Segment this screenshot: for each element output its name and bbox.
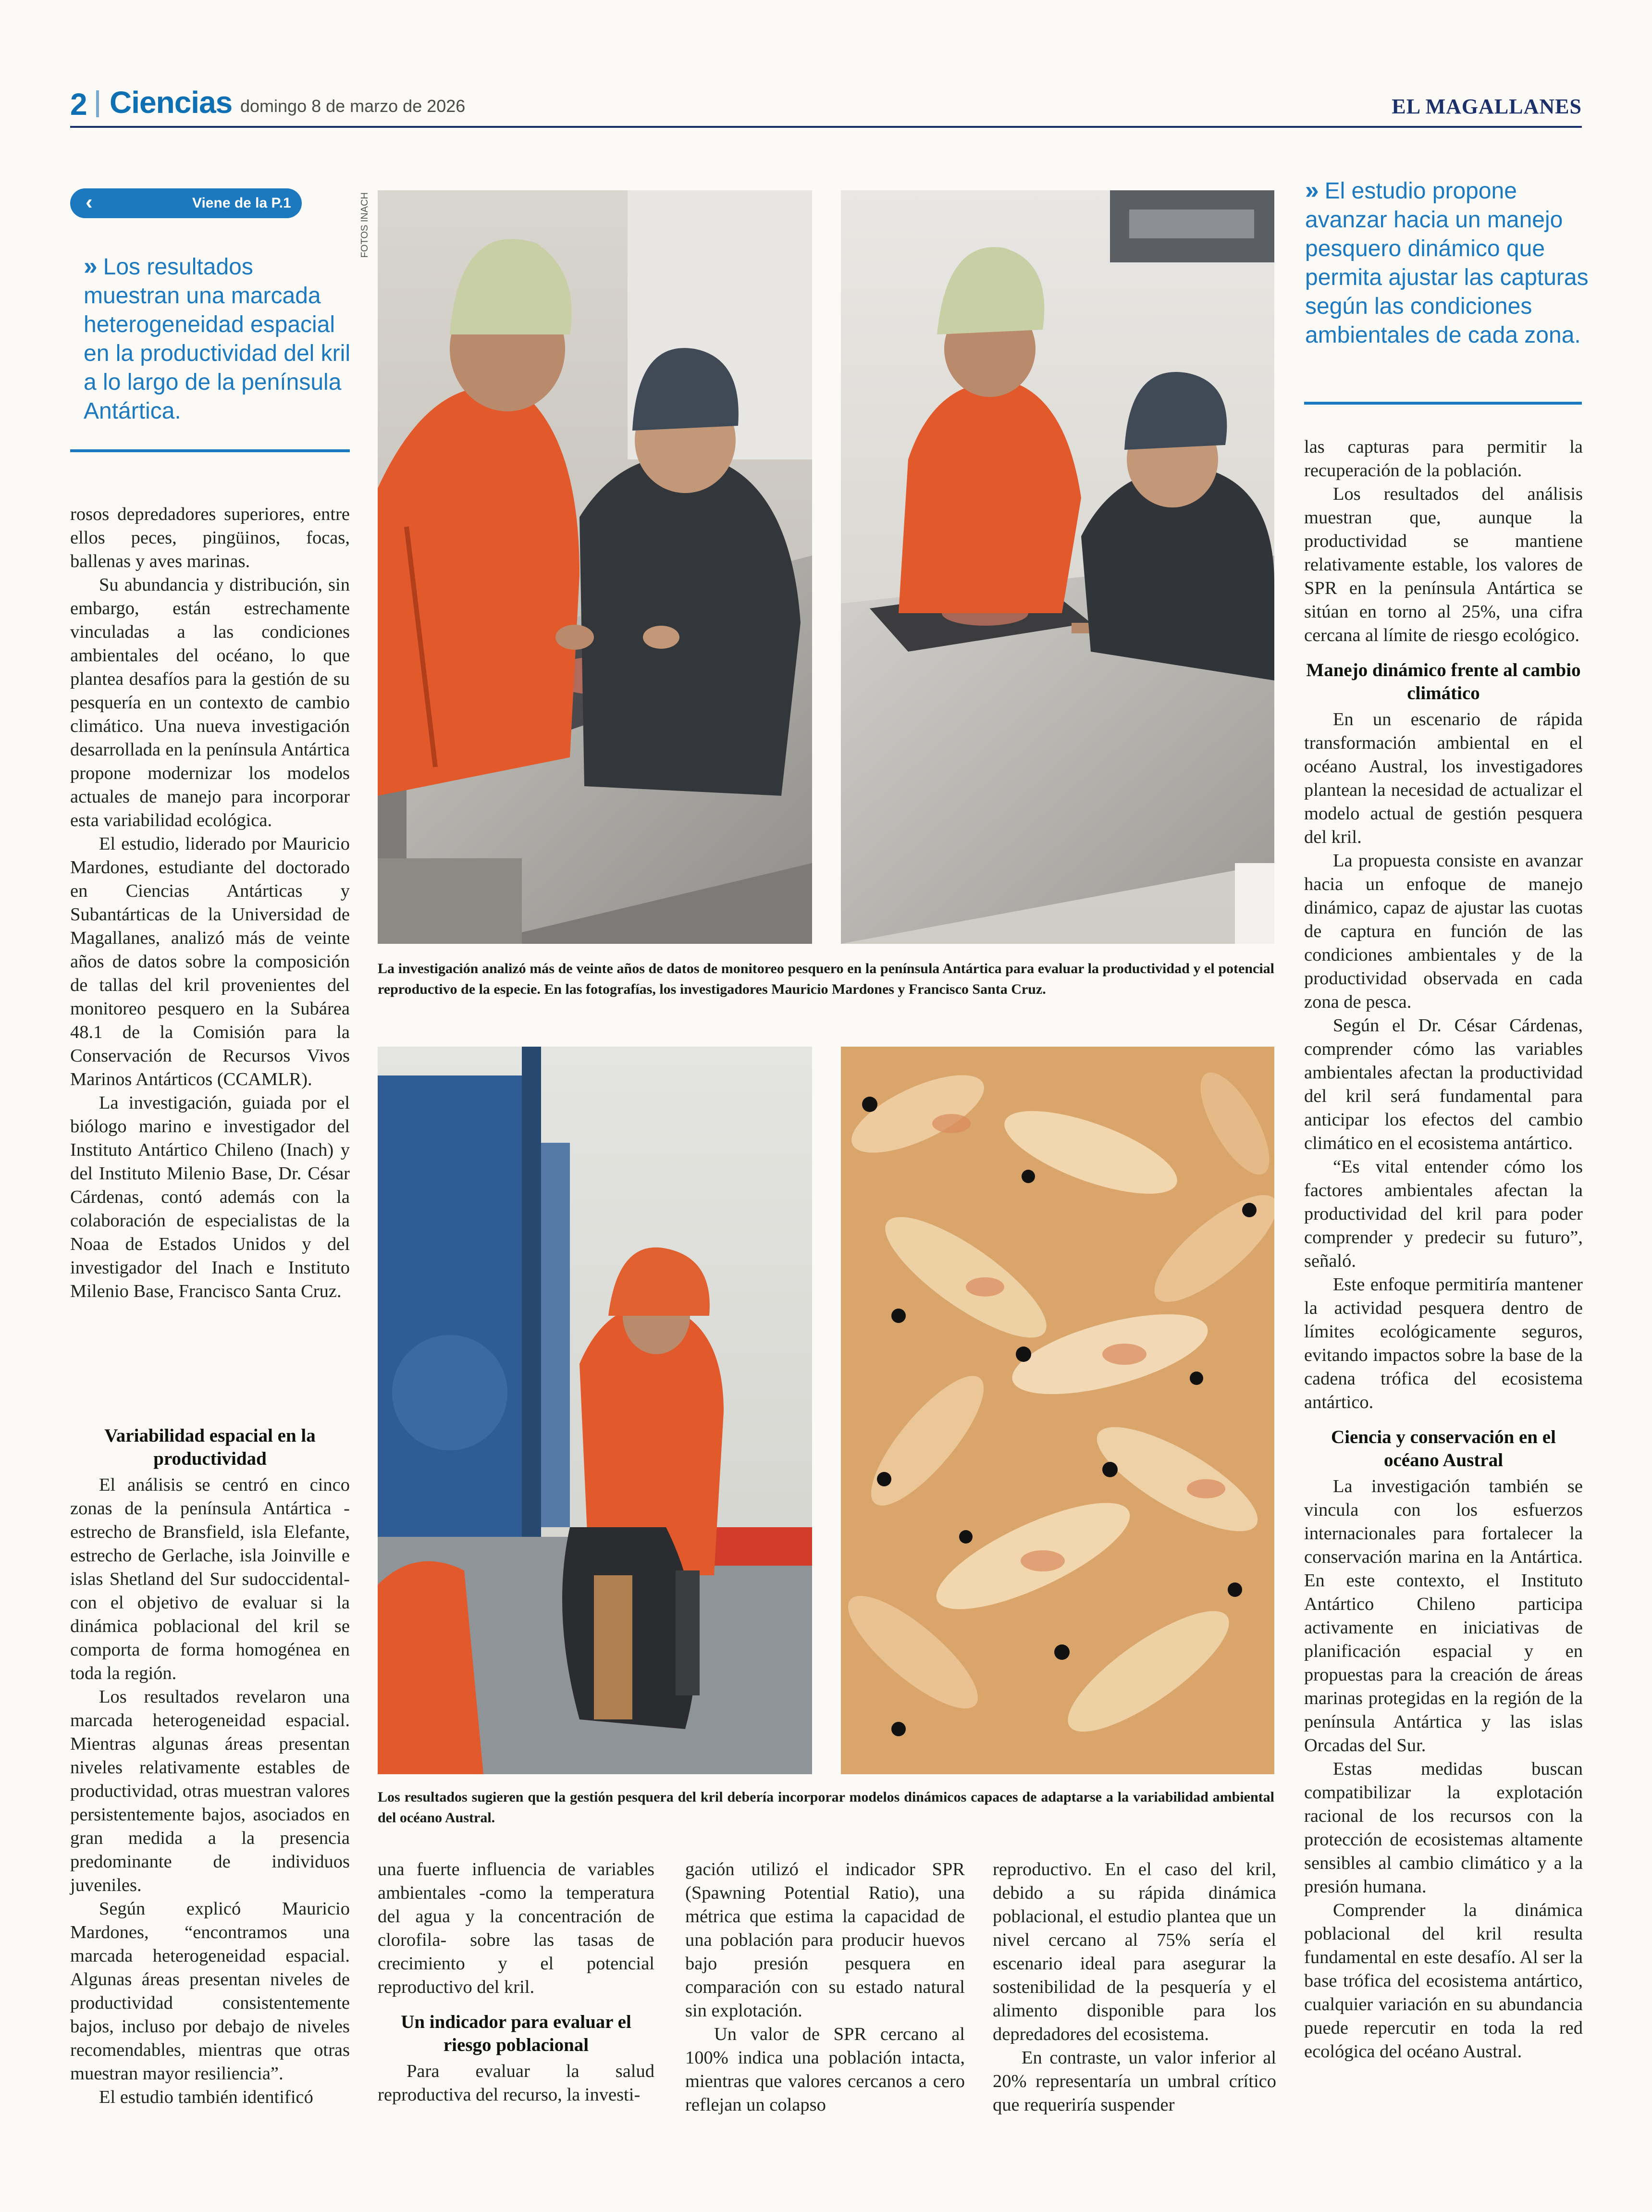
paragraph: rosos depredadores superiores, entre ellos peces, pingüinos, focas, ballenas y aves marinas. <box>70 504 350 571</box>
paragraph: El estudio también identificó <box>99 2087 313 2107</box>
paragraph: gación utilizó el indicador SPR (Spawning Potential Ratio), una métrica que estima la capacidad de una población para producir huevos bajo presión pesquera en comparación con su estado natural sin explotación. <box>685 1859 965 2021</box>
continued-from-label: Viene de la P.1 <box>192 195 291 211</box>
paragraph: “Es vital entender cómo los factores ambientales afectan la productividad del kril para poder comprender y predecir su futuro”, señaló. <box>1304 1157 1583 1271</box>
article-column-4 <box>993 1858 1276 2117</box>
chevron-left-icon: ‹ <box>86 190 93 214</box>
publication-name: EL MAGALLANES <box>1392 95 1582 118</box>
photo-researchers-at-table <box>841 190 1274 944</box>
paragraph: Este enfoque permitiría mantener la actividad pesquera dentro de límites ecológicamente seguros, evitando impactos sobre la base de la cadena trófica del ecosistema antártico. <box>1304 1274 1583 1412</box>
paragraph: Un valor de SPR cercano al 100% indica una población intacta, mientras que valores cercanos a cero reflejan un colapso <box>685 2024 965 2115</box>
paragraph: Su abundancia y distribución, sin embargo, están estrechamente vinculadas a las condiciones ambientales del océano, lo que plantea desafíos para la gestión de su pesquería en un contexto de cambio climático. Una nueva investigación desarrollada en la península Antártica propone modernizar los modelos actuales de manejo para incorporar esta variabilidad ecológica. <box>70 575 350 830</box>
subheading: Ciencia y conservación en el océano Austral <box>1331 1427 1556 1471</box>
paragraph: Según el Dr. César Cárdenas, comprender cómo las variables ambientales afectan la productividad del kril será fundamental para anticipar los efectos del cambio climático en el ecosistema antártico. <box>1304 1015 1583 1153</box>
section-title: Ciencias <box>110 85 233 120</box>
paragraph: En contraste, un valor inferior al 20% representaría un umbral crítico que requeriría suspender <box>993 2048 1276 2115</box>
photo-credit: FOTOS INACH <box>359 192 370 258</box>
paragraph: Para evaluar la salud reproductiva del recurso, la investi- <box>378 2061 654 2105</box>
photo-caption: Los resultados sugieren que la gestión pesquera del kril debería incorporar modelos dinámicos capaces de adaptarse a la variabilidad ambiental del océano Austral. <box>378 1789 1274 1826</box>
photo-researchers-sorting-krill <box>378 190 812 944</box>
pull-quote-text: El estudio propone avanzar hacia un manejo pesquero dinámico que permita ajustar las capturas según las condiciones ambientales de cada zona. <box>1305 178 1589 348</box>
article-column-1 <box>70 503 350 1303</box>
paragraph: La propuesta consiste en avanzar hacia un enfoque de manejo dinámico, capaz de ajustar las cuotas de captura en función de las condiciones ambientales y de la productividad observada en cada zona de pesca. <box>1304 851 1583 1012</box>
double-chevron-icon: ›› <box>84 252 95 280</box>
pull-quote-rule <box>70 449 350 452</box>
photo-researcher-with-net <box>378 1047 812 1774</box>
article-column-2 <box>378 1858 654 2107</box>
subheading: Variabilidad espacial en la productividad <box>104 1425 316 1469</box>
paragraph: una fuerte influencia de variables ambientales -como la temperatura del agua y la concentración de clorofila- sobre las tasas de crecimiento y el potencial reproductivo del kril. <box>378 1859 654 1997</box>
pull-quote-left <box>84 252 353 426</box>
paragraph: reproductivo. En el caso del kril, debido a su rápida dinámica poblacional, el estudio plantea que un nivel cercano al 75% sería el escenario ideal para asegurar la sostenibilidad de la pesquería y el alimento disponible para los depredadores del ecosistema. <box>993 1859 1276 2044</box>
subheading: Un indicador para evaluar el riesgo poblacional <box>401 2012 631 2055</box>
paragraph: Los resultados revelaron una marcada heterogeneidad espacial. Mientras algunas áreas presentan niveles relativamente estables de productividad, otras muestran valores persistentemente bajos, asociados en gran medida a la presencia predominante de individuos juveniles. <box>70 1687 350 1895</box>
pull-quote-rule <box>1304 402 1582 405</box>
article-column-1-lower <box>70 1413 350 2109</box>
issue-date: domingo 8 de marzo de 2026 <box>240 96 466 116</box>
pull-quote-right <box>1305 176 1593 350</box>
paragraph: El análisis se centró en cinco zonas de la península Antártica -estrecho de Bransfield, isla Elefante, estrecho de Gerlache, isla Joinville e islas Shetland del Sur sudoccidental- con el objetivo de evaluar si la dinámica poblacional del kril se comporta de forma homogénea en toda la región. <box>70 1475 350 1683</box>
pull-quote-text: Los resultados muestran una marcada heterogeneidad espacial en la productividad del kril a lo largo de la península Antártica. <box>84 254 350 424</box>
photo-krill-closeup <box>841 1047 1274 1774</box>
photo-caption: La investigación analizó más de veinte años de datos de monitoreo pesquero en la península Antártica para evaluar la productividad y el potencial reproductivo de la especie. En las fotografías, los investigadores Mauricio Mardones y Francisco Santa Cruz. <box>378 961 1274 997</box>
paragraph: El estudio, liderado por Mauricio Mardones, estudiante del doctorado en Ciencias Antárticas y Subantárticas de la Universidad de Magallanes, analizó más de veinte años de datos sobre la composición de tallas del kril provenientes del monitoreo pesquero en la Subárea 48.1 de la Comisión para la Conservación de Recursos Vivos Marinos Antárticos (CCAMLR). <box>70 834 350 1089</box>
paragraph: las capturas para permitir la recuperación de la población. <box>1304 437 1583 481</box>
header-rule <box>70 126 1582 128</box>
article-column-5 <box>1304 435 1583 2064</box>
paragraph: Según explicó Mauricio Mardones, “encontramos una marcada heterogeneidad espacial. Algunas áreas presentan niveles de productividad consistentemente bajos, incluso por debajo de niveles recomendables, mientras que otras muestran mayor resiliencia”. <box>70 1899 350 2084</box>
header-separator <box>96 90 99 117</box>
article-column-3 <box>685 1858 965 2117</box>
paragraph: Comprender la dinámica poblacional del kril resulta fundamental en este desafío. Al ser la base trófica del ecosistema antártico, cualquier variación en su abundancia puede repercutir en toda la red ecológica del océano Austral. <box>1304 1900 1583 2062</box>
paragraph: La investigación también se vincula con los esfuerzos internacionales para fortalecer la conservación marina en la Antártica. En este contexto, el Instituto Antártico Chileno participa activamente en iniciativas de planificación espacial y en propuestas para la creación de áreas marinas protegidas en la región de la península Antártica y las islas Orcadas del Sur. <box>1304 1476 1583 1755</box>
subheading: Manejo dinámico frente al cambio climático <box>1306 660 1581 704</box>
double-chevron-icon: ›› <box>1305 176 1316 204</box>
paragraph: En un escenario de rápida transformación ambiental en el océano Austral, los investigadores plantean la necesidad de actualizar el modelo actual de gestión pesquera del kril. <box>1304 709 1583 847</box>
paragraph: Estas medidas buscan compatibilizar la explotación racional de los recursos con la protección de ecosistemas altamente sensibles al cambio climático y a la presión humana. <box>1304 1759 1583 1897</box>
page-number: 2 <box>70 87 87 122</box>
paragraph: Los resultados del análisis muestran que, aunque la productividad se mantiene relativamente estable, los valores de SPR en la península Antártica se sitúan en torno al 25%, una cifra cercana al límite de riesgo ecológico. <box>1304 484 1583 645</box>
paragraph: La investigación, guiada por el biólogo marino e investigador del Instituto Antártico Chileno (Inach) y del Instituto Milenio Base, Dr. César Cárdenas, contó además con la colaboración de especialistas de la Noaa de Estados Unidos y del investigador del Inach e Instituto Milenio Base, Francisco Santa Cruz. <box>70 1093 350 1301</box>
